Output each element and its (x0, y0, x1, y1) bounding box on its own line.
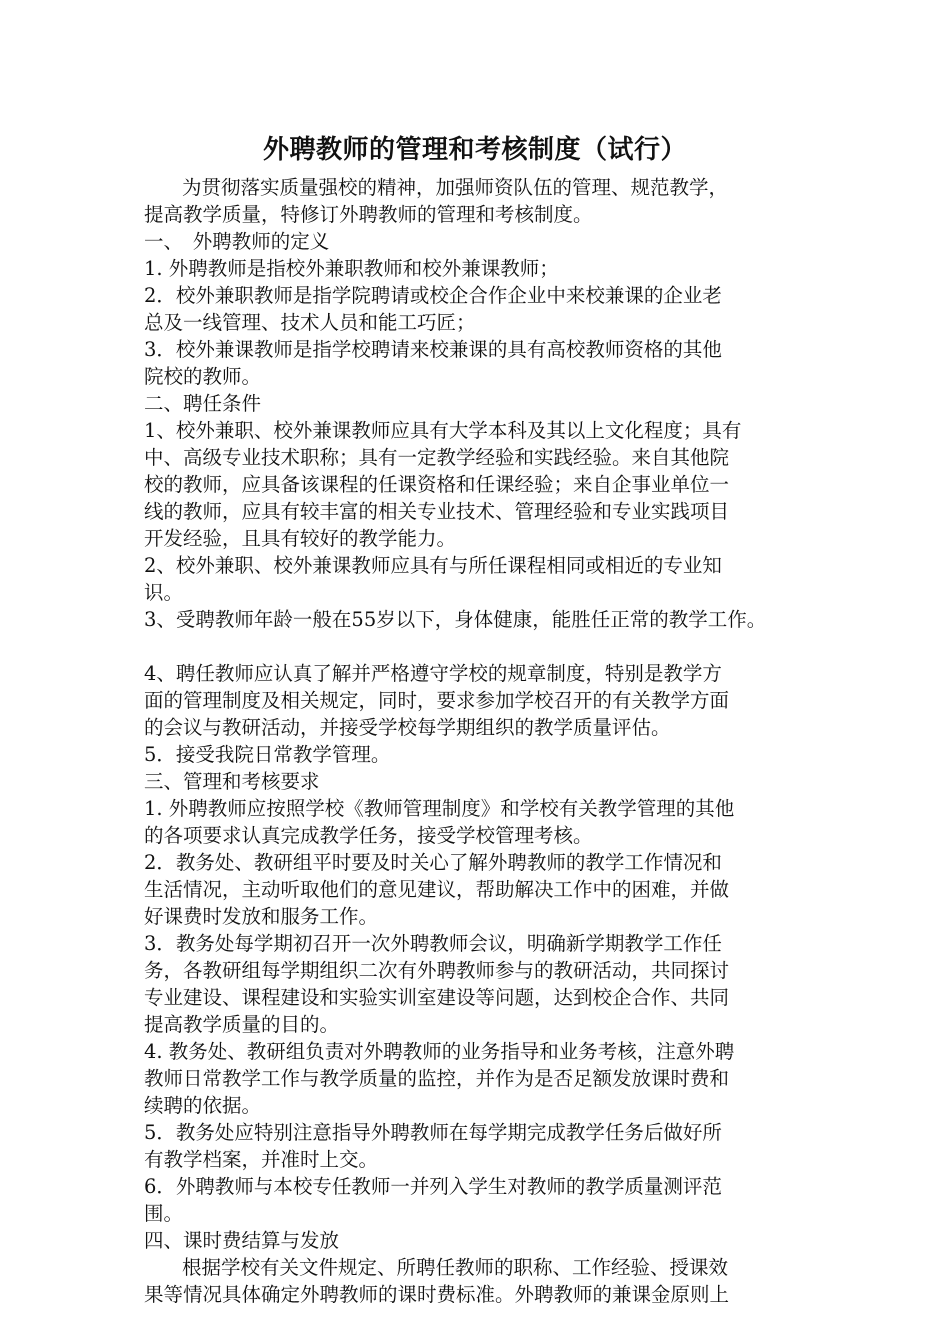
text-line: 四、课时费结算与发放 (144, 1229, 340, 1252)
text-line: 3．教务处每学期初召开一次外聘教师会议，明确新学期教学工作任 (144, 932, 722, 955)
text-line: 的各项要求认真完成教学任务，接受学校管理考核。 (144, 824, 593, 847)
text-line: 的会议与教研活动，并接受学校每学期组织的教学质量评估。 (144, 716, 671, 739)
text-line: 生活情况，主动听取他们的意见建议，帮助解决工作中的困难，并做 (144, 878, 730, 901)
text-line: 提高教学质量的目的。 (144, 1013, 340, 1036)
text-line: 教师日常教学工作与教学质量的监控，并作为是否足额发放课时费和 (144, 1067, 730, 1090)
text-line: 2．教务处、教研组平时要及时关心了解外聘教师的教学工作情况和 (144, 851, 722, 874)
text-line: 4. 教务处、教研组负责对外聘教师的业务指导和业务考核，注意外聘 (144, 1040, 735, 1063)
text-line: 识。 (144, 581, 184, 604)
text-line: 专业建设、课程建设和实验实训室建设等问题，达到校企合作、共同 (144, 986, 730, 1009)
text-line: 一、 外聘教师的定义 (144, 230, 330, 253)
text-line: 6．外聘教师与本校专任教师一并列入学生对教师的教学质量测评范 (144, 1175, 722, 1198)
text-line: 为贯彻落实质量强校的精神，加强师资队伍的管理、规范教学， (182, 176, 729, 199)
text-line: 4、聘任教师应认真了解并严格遵守学校的规章制度，特别是教学方 (144, 662, 722, 685)
text-line: 务，各教研组每学期组织二次有外聘教师参与的教研活动，共同探讨 (144, 959, 730, 982)
text-line: 续聘的依据。 (144, 1094, 262, 1117)
text-line: 3、受聘教师年龄一般在55岁以下，身体健康，能胜任正常的教学工作。 (144, 608, 767, 631)
blank-line (144, 633, 816, 660)
document-title: 外聘教师的管理和考核制度（试行） (262, 135, 687, 165)
text-line: 果等情况具体确定外聘教师的课时费标准。外聘教师的兼课金原则上 (144, 1283, 730, 1306)
text-line: 1. 外聘教师应按照学校《教师管理制度》和学校有关教学管理的其他 (144, 797, 735, 820)
text-line: 根据学校有关文件规定、所聘任教师的职称、工作经验、授课效 (182, 1256, 729, 1279)
text-line: 5．接受我院日常教学管理。 (144, 743, 391, 766)
text-line: 1. 外聘教师是指校外兼职教师和校外兼课教师； (144, 257, 559, 280)
text-line: 三、管理和考核要求 (144, 770, 320, 793)
text-line: 有教学档案，并准时上交。 (144, 1148, 379, 1171)
text-line: 提高教学质量，特修订外聘教师的管理和考核制度。 (144, 203, 593, 226)
text-line: 2．校外兼职教师是指学院聘请或校企合作企业中来校兼课的企业老 (144, 284, 722, 307)
text-line: 校的教师，应具备该课程的任课资格和任课经验；来自企事业单位一 (144, 473, 730, 496)
text-line: 5．教务处应特别注意指导外聘教师在每学期完成教学任务后做好所 (144, 1121, 722, 1144)
document-body (144, 174, 816, 1308)
text-line: 线的教师，应具有较丰富的相关专业技术、管理经验和专业实践项目 (144, 500, 730, 523)
text-line: 2、校外兼职、校外兼课教师应具有与所任课程相同或相近的专业知 (144, 554, 722, 577)
text-line: 好课费时发放和服务工作。 (144, 905, 379, 928)
text-line: 总及一线管理、技术人员和能工巧匠； (144, 311, 476, 334)
text-line: 二、聘任条件 (144, 392, 262, 415)
text-line: 中、高级专业技术职称；具有一定教学经验和实践经验。来自其他院 (144, 446, 730, 469)
text-line: 院校的教师。 (144, 365, 262, 388)
text-line: 面的管理制度及相关规定，同时，要求参加学校召开的有关教学方面 (144, 689, 730, 712)
text-line: 3．校外兼课教师是指学校聘请来校兼课的具有高校教师资格的其他 (144, 338, 722, 361)
text-line: 开发经验，且具有较好的教学能力。 (144, 527, 457, 550)
text-line: 围。 (144, 1202, 184, 1225)
text-line: 1、校外兼职、校外兼课教师应具有大学本科及其以上文化程度；具有 (144, 419, 742, 442)
